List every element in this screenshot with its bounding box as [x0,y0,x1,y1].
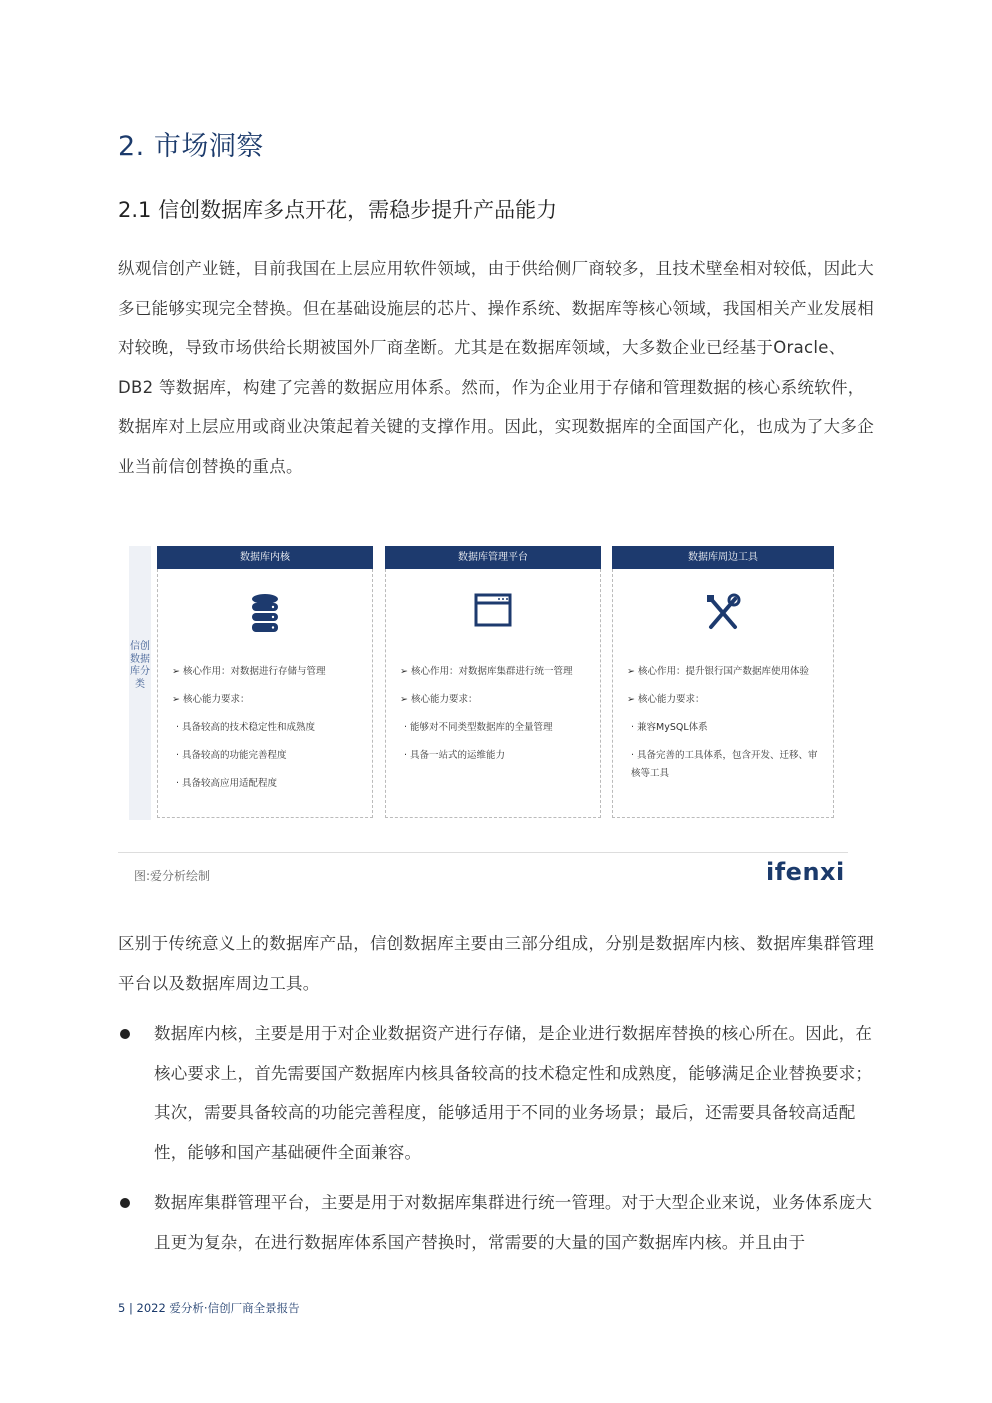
panel-kernel [157,546,373,818]
panel-title: 数据库周边工具 [612,546,834,569]
list-item-text: 数据库内核，主要是用于对企业数据资产进行存储，是企业进行数据库替换的核心所在。因此，在核心要求上，首先需要国产数据库内核具备较高的技术稳定性和成熟度，能够满足企业替换要求；其次，需要具备较高的功能完善程度，能够适用于不同的业务场景；最后，还需要具备较高适配性，能够和国产基础硬件全面兼容。 [154,1024,873,1162]
caption-divider [118,852,848,853]
ifenxi-logo: ifenxi [766,858,845,886]
figure-sidebar [129,546,151,820]
subsection-title: 2.1 信创数据库多点开花，需稳步提升产品能力 [118,198,558,222]
bullet-dot-icon [120,1029,130,1039]
bullet-item: ➢ 核心作用：对数据库集群进行统一管理 [400,666,573,677]
database-classification-figure [129,546,835,820]
panel-bullets [172,663,364,803]
list-item-text: 数据库集群管理平台，主要是用于对数据库集群进行统一管理。对于大型企业来说，业务体系庞大且更为复杂，在进行数据库体系国产替换时，常需要的大量的国产数据库内核。并且由于 [154,1193,873,1252]
intro-paragraph: 纵观信创产业链，目前我国在上层应用软件领域，由于供给侧厂商较多，且技术壁垒相对较低，因此大多已能够实现完全替换。但在基础设施层的芯片、操作系统、数据库等核心领域，我国相关产业发展相对较晚，导致市场供给长期被国外厂商垄断。尤其是在数据库领域，大多数企业已经基于Oracle、DB2 等数据库，构建了完善的数据应用体系。然而，作为企业用于存储和管理数据的核心系统软件，数据库对上层应用或商业决策起着关键的支撑作用。因此，实现数据库的全面国产化，也成为了大多企业当前信创替换的重点。 [118,259,874,476]
bullet-item: · 具备一站式的运维能力 [404,750,506,761]
bullet-item: ➢ 核心作用：提升银行国产数据库使用体验 [627,666,809,677]
tools-icon [613,593,833,633]
panel-title: 数据库管理平台 [385,546,601,569]
bullet-item: ➢ 核心能力要求： [627,694,705,705]
panel-peripheral-tools [612,546,834,818]
bullet-item: · 具备完善的工具体系，包含开发、迁移、审核等工具 [631,750,818,779]
panel-management-platform [385,546,601,818]
bullet-dot-icon [120,1198,130,1208]
panel-bullets [400,663,592,775]
database-icon [158,593,372,635]
bullet-item: · 具备较高的功能完善程度 [176,750,287,761]
bullet-item: · 具备较高的技术稳定性和成熟度 [176,722,316,733]
summary-paragraph: 区别于传统意义上的数据库产品，信创数据库主要由三部分组成，分别是数据库内核、数据库集群管理平台以及数据库周边工具。 [118,934,874,993]
panel-title: 数据库内核 [157,546,373,569]
bullet-item: · 能够对不同类型数据库的全量管理 [404,722,553,733]
figure-caption: 图:爱分析绘制 [134,869,211,883]
bullet-item: · 兼容MySQL体系 [631,722,708,733]
section-title: 2. 市场洞察 [118,131,264,162]
bullet-item: ➢ 核心能力要求： [400,694,478,705]
bullet-item: · 具备较高应用适配程度 [176,778,278,789]
browser-window-icon [386,593,600,629]
list-item [118,1183,878,1262]
list-item [118,1014,878,1172]
page-footer: 5 | 2022 爱分析·信创厂商全景报告 [118,1301,300,1315]
bullet-item: ➢ 核心能力要求： [172,694,250,705]
bullet-item: ➢ 核心作用：对数据进行存储与管理 [172,666,326,677]
figure-side-label: 信创数据库分类 [130,641,150,690]
panel-bullets [627,663,825,793]
